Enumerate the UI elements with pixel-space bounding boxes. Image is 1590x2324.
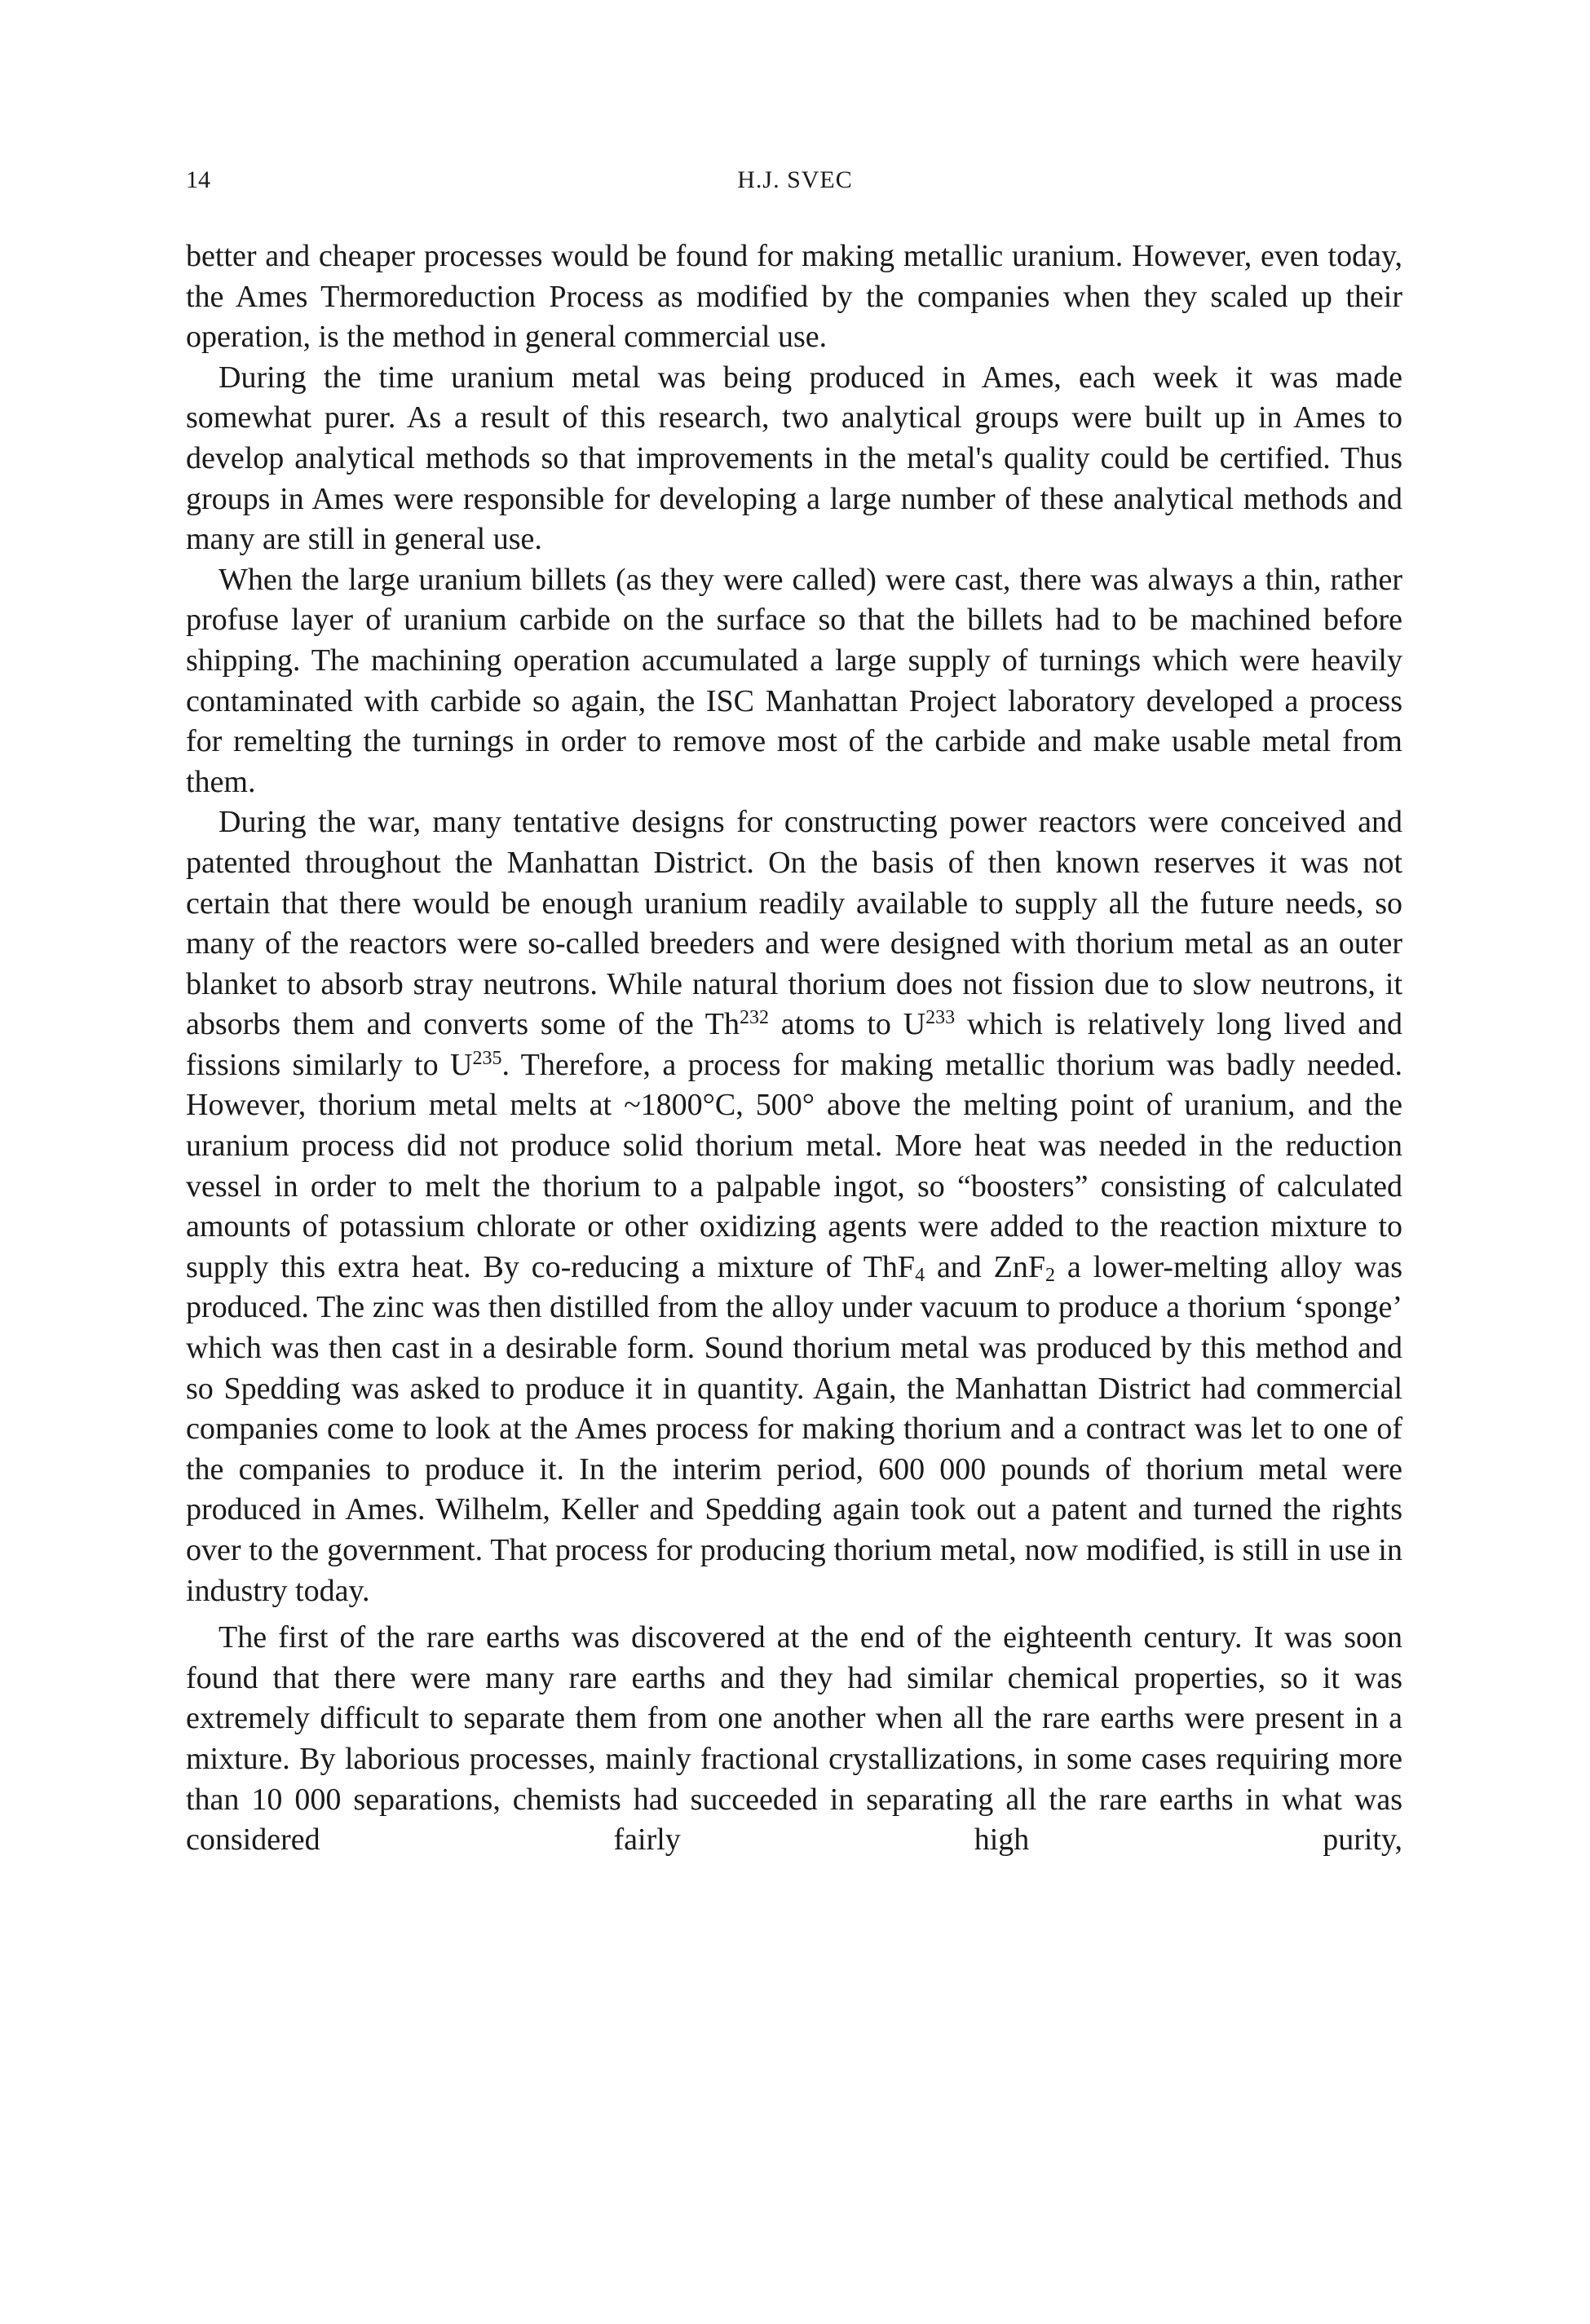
paragraph-4-text-3: which is relatively long lived and fissions similarly to U [186,1007,1402,1082]
paragraph-2: During the time uranium metal was being produced in Ames, each week it was made somewhat purer. As a result of this research, two analytical groups were built up in Ames to develop analytical methods so that improvements in the metal's quality could be certified. Thus groups in Ames were responsible for developing a large number of these analytical methods and many are still in general use. [186,360,1402,557]
paragraph-4-text-1: During the war, many tentative designs for constructing power reactors were conceived and patented throughout the Manhattan District. On the basis of then known reserves it was not certain that there would be enough uranium readily available to supply all the future needs, so many of the reactors were so-called breeders and were designed with thorium metal as an outer blanket to absorb stray neutrons. While natural thorium does not fission due to slow neutrons, it absorbs them and converts some of the Th [186,805,1402,1042]
body-text [186,236,1402,1861]
paragraph-4-text-6: a lower-melting alloy was produced. The zinc was then distilled from the alloy under vacuum to produce a thorium ‘sponge’ which was then cast in a desirable form. Sound thorium metal was produced by this method and so Spedding was asked to produce it in quantity. Again, the Manhattan District had commercial companies come to look at the Ames process for making thorium and a contract was let to one of the companies to produce it. In the interim period, 600 000 pounds of thorium metal were produced in Ames. Wilhelm, Keller and Spedding again took out a patent and turned the rights over to the government. That process for producing thorium metal, now modified, is still in use in industry today. [186,1249,1402,1608]
paragraph-4-text-2: atoms to U [769,1007,926,1042]
isotope-superscript-th232: 232 [740,1007,770,1029]
formula-subscript-thf4: 4 [915,1264,925,1286]
paragraph-4-text-5: and ZnF [925,1249,1046,1284]
paragraph-3: When the large uranium billets (as they were called) were cast, there was always a thin, rather profuse layer of uranium carbide on the surface so that the billets had to be machined before shipping. The machining operation accumulated a large supply of turnings which were heavily contaminated with carbide so again, the ISC Manhattan Project laboratory developed a process for remelting the turnings in order to remove most of the carbide and make usable metal from them. [186,562,1402,799]
page-number: 14 [186,166,210,193]
paragraph-1: better and cheaper processes would be found for making metallic uranium. However, even today, the Ames Thermoreduction Process as modified by the companies when they scaled up their operation, is the method in general commercial use. [186,239,1402,355]
paragraph-4-text-4: . Therefore, a process for making metallic thorium was badly needed. However, thorium metal melts at ~1800°C, 500° above the melting point of uranium, and the uranium process did not produce solid thorium metal. More heat was needed in the reduction vessel in order to melt the thorium to a palpable ingot, so “boosters” consisting of calculated amounts of potassium chlorate or other oxidizing agents were added to the reaction mixture to supply this extra heat. By co-reducing a mixture of ThF [186,1047,1402,1284]
running-head: H.J. SVEC [737,166,853,193]
isotope-superscript-u235: 235 [472,1047,502,1069]
paragraph-5: The first of the rare earths was discovered at the end of the eighteenth century. It was soon found that there were many rare earths and they had similar chemical properties, so it was extremely difficult to separate them from one another when all the rare earths were present in a mixture. By laborious processes, mainly fractional crystallizations, in some cases requiring more than 10 000 separations, chemists had succeeded in separating all the rare earths in what was considered fairly high purity, [186,1620,1402,1858]
paragraph-4 [186,802,1402,1611]
formula-subscript-znf2: 2 [1045,1264,1056,1286]
isotope-superscript-u233: 233 [925,1007,956,1029]
